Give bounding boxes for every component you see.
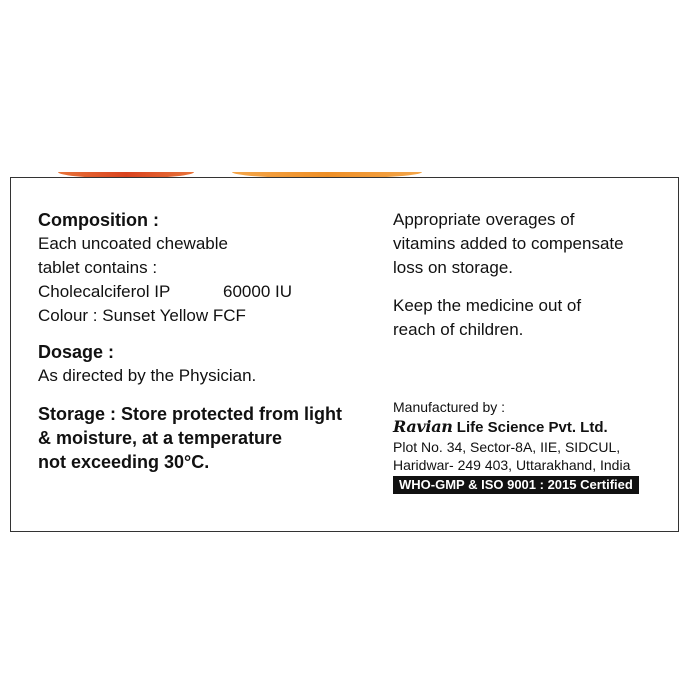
dosage-heading: Dosage :: [38, 342, 115, 362]
certification-badge: WHO-GMP & ISO 9001 : 2015 Certified: [393, 476, 639, 494]
overages-line-1: Appropriate overages of: [393, 210, 575, 229]
label-panel: [10, 177, 679, 532]
manufacturer-block: [393, 398, 663, 494]
storage-line-2: & moisture, at a temperature: [38, 428, 283, 448]
dosage-text: As directed by the Physician.: [38, 366, 257, 385]
ingredient-name: Cholecalciferol IP: [38, 282, 171, 301]
address-line-2: Haridwar- 249 403, Uttarakhand, India: [393, 457, 631, 473]
company-name-rest: Life Science Pvt. Ltd.: [456, 419, 608, 436]
composition-line-1: Each uncoated chewable: [38, 234, 228, 253]
warning-line-2: reach of children.: [393, 320, 524, 339]
storage-line-3: not exceeding 30°C.: [38, 452, 210, 472]
left-column: [38, 208, 378, 474]
right-column: [393, 208, 673, 342]
brand-logo: Ravian: [393, 417, 453, 436]
overages-line-2: vitamins added to compensate: [393, 234, 624, 253]
overages-line-3: loss on storage.: [393, 258, 514, 277]
ingredient-row: [38, 280, 378, 304]
colour-line: Colour : Sunset Yellow FCF: [38, 306, 246, 325]
manufactured-by-label: Manufactured by :: [393, 399, 506, 415]
company-name: [393, 417, 663, 438]
ingredient-amount: 60000 IU: [223, 282, 292, 301]
composition-heading: Composition :: [38, 210, 159, 230]
composition-line-2: tablet contains :: [38, 258, 158, 277]
storage-line-1: Storage : Store protected from light: [38, 404, 343, 424]
warning-line-1: Keep the medicine out of: [393, 296, 582, 315]
address-line-1: Plot No. 34, Sector-8A, IIE, SIDCUL,: [393, 439, 621, 455]
